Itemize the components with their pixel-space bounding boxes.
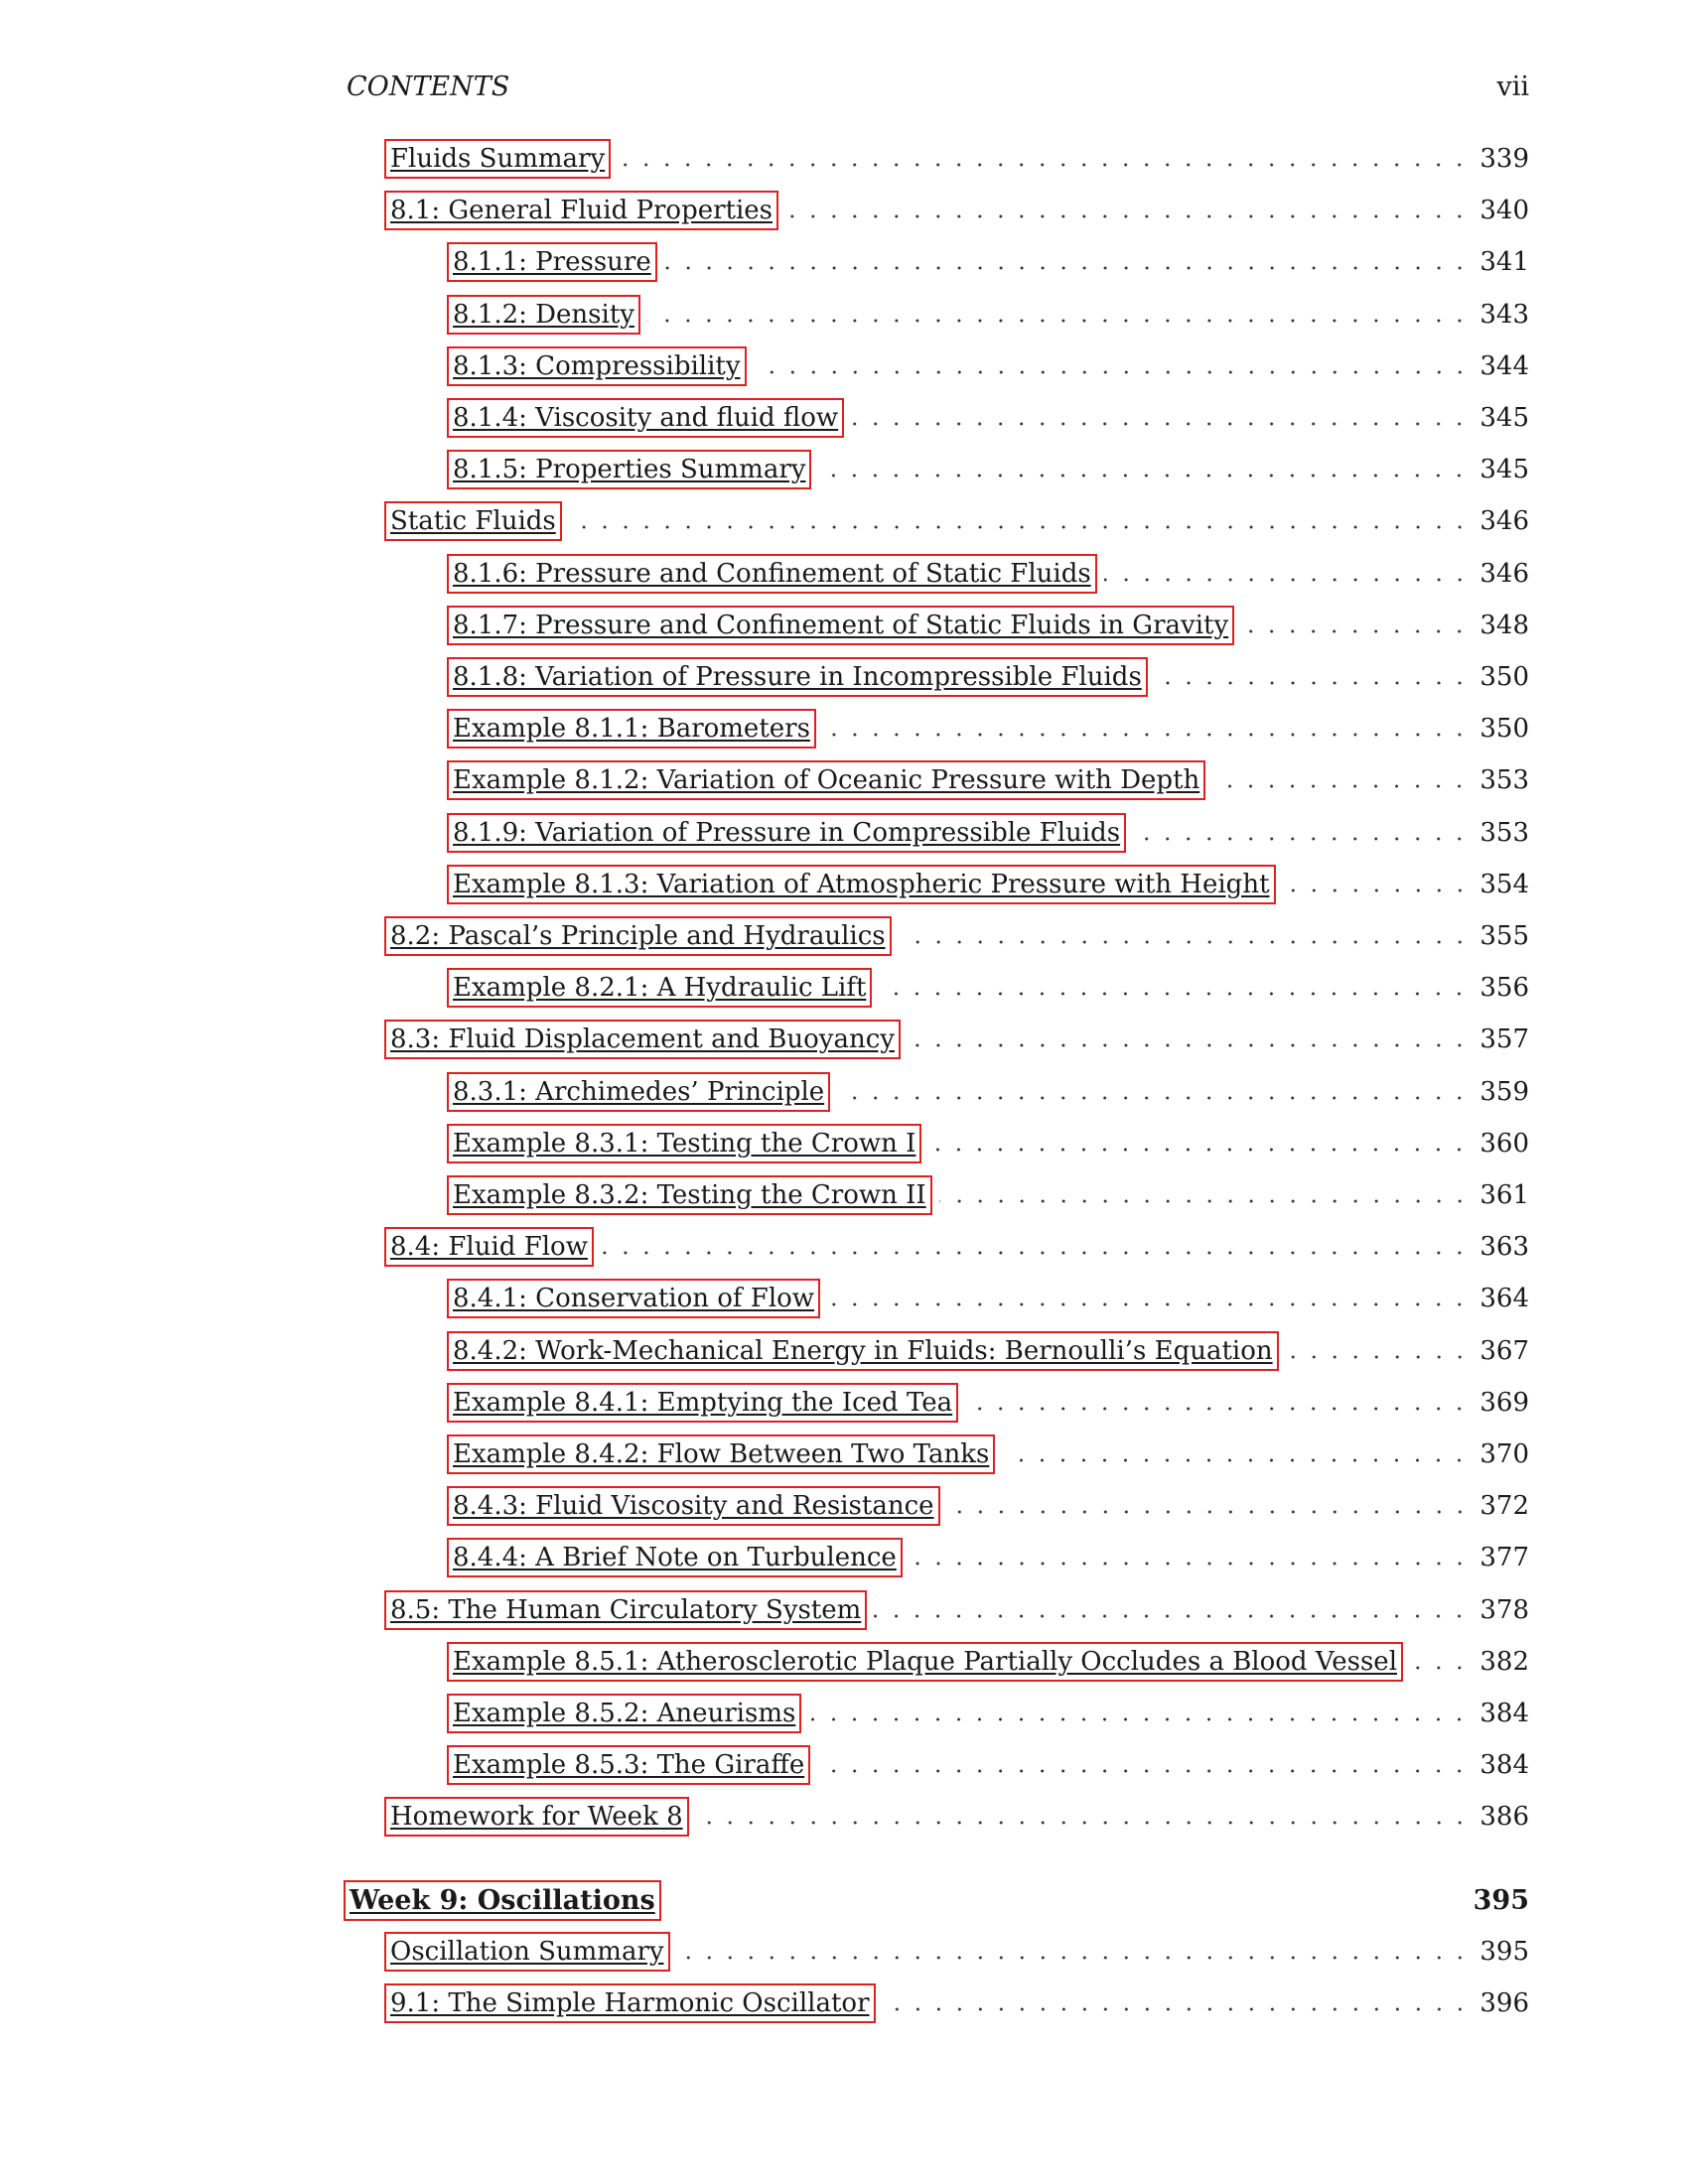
toc-entry-page-number: 359 [1479,1077,1529,1107]
toc-entry-link[interactable]: 8.1.5: Properties Summary [450,453,808,486]
dot-leader [601,1232,1470,1262]
dot-leader [1002,1439,1470,1469]
toc-entry-link[interactable]: 8.1: General Fluid Properties [387,194,775,227]
dot-leader [1241,611,1470,640]
dot-leader [1283,870,1471,899]
dot-leader [1155,662,1471,692]
dot-leader [928,1129,1470,1159]
toc-entry-page-number: 356 [1479,973,1529,1003]
toc-entry [387,1020,1529,1059]
dot-leader [947,1491,1471,1521]
toc-entry [450,1124,1529,1163]
toc-entry-link[interactable]: Example 8.5.2: Aneurisms [450,1697,798,1730]
dot-leader [1286,1336,1471,1366]
toc-entry [387,139,1529,179]
dot-leader [808,1699,1470,1728]
toc-entry-link[interactable]: Example 8.4.2: Flow Between Two Tanks [450,1437,992,1471]
toc-entry-link[interactable]: 8.1.3: Compressibility [450,349,744,383]
toc-entry-link[interactable]: Example 8.5.1: Atherosclerotic Plaque Partially Occludes a Blood Vessel [450,1645,1400,1679]
toc-entry [450,1331,1529,1371]
dot-leader [837,1077,1470,1107]
toc-entry [450,554,1529,594]
toc-entry-link[interactable]: 8.1.4: Viscosity and fluid flow [450,401,841,435]
dot-leader [1104,559,1471,589]
toc-entry-link[interactable]: 8.1.7: Pressure and Confinement of Static Fluids in Gravity [450,609,1231,642]
dot-leader [908,1024,1470,1054]
dot-leader [1410,1647,1470,1677]
toc-entry [387,501,1529,541]
toc-entry-link[interactable]: 8.3: Fluid Displacement and Buoyancy [387,1023,898,1056]
toc-entry [450,1694,1529,1733]
dot-leader [1133,818,1470,848]
toc-entry-page-number: 357 [1479,1024,1529,1054]
dot-leader [677,1937,1471,1967]
toc-entry-page-number: 355 [1479,921,1529,951]
toc-entry-link[interactable]: 8.1.9: Variation of Pressure in Compressible Fluids [450,816,1123,850]
dot-leader [569,506,1471,536]
toc-entry-link[interactable]: 8.4.3: Fluid Viscosity and Resistance [450,1489,937,1523]
toc-entry-link[interactable]: Example 8.4.1: Emptying the Iced Tea [450,1386,955,1420]
toc-entry-link[interactable]: 9.1: The Simple Harmonic Oscillator [387,1986,873,2020]
toc-entry [450,1434,1529,1474]
toc-entry-link[interactable]: Oscillation Summary [387,1935,667,1969]
toc-entry-page-number: 378 [1479,1595,1529,1625]
toc-entry-page-number: 344 [1479,351,1529,381]
toc-chapter-entry [347,1880,1529,1920]
running-header [347,71,1529,111]
toc-entry [450,606,1529,645]
toc-entry-page-number: 369 [1479,1388,1529,1418]
toc-entry [387,1797,1529,1837]
toc-entry-link[interactable]: 8.4.4: A Brief Note on Turbulence [450,1541,900,1574]
toc-entry-link[interactable]: Week 9: Oscillations [347,1883,658,1918]
toc-entry-link[interactable]: 8.5: The Human Circulatory System [387,1593,864,1627]
toc-entry-link[interactable]: Fluids Summary [387,142,608,176]
dot-leader [910,1543,1471,1572]
dot-leader [647,300,1470,330]
dot-leader [817,1750,1470,1780]
dot-leader [754,351,1471,381]
toc-entry-page-number: 346 [1479,559,1529,589]
toc-entry-page-number: 386 [1479,1802,1529,1832]
dot-leader [668,1885,1464,1915]
toc-entry-page-number: 396 [1479,1988,1529,2018]
toc-entry [387,1932,1529,1972]
dot-leader [883,1988,1471,2018]
toc-entry [450,295,1529,335]
toc-entry-link[interactable]: 8.4: Fluid Flow [387,1230,591,1264]
toc-entry [450,865,1529,904]
toc-entry-page-number: 384 [1479,1699,1529,1728]
toc-entry-link[interactable]: Example 8.1.3: Variation of Atmospheric Pressure with Height [450,868,1273,901]
toc-entry-page-number: 348 [1479,611,1529,640]
toc-entry-link[interactable]: Example 8.2.1: A Hydraulic Lift [450,971,869,1005]
toc-entry-page-number: 395 [1479,1937,1529,1967]
dot-leader [696,1802,1471,1832]
dot-leader [618,144,1470,174]
dot-leader [965,1388,1470,1418]
dot-leader [879,973,1470,1003]
toc-entry-link[interactable]: Example 8.3.1: Testing the Crown I [450,1127,918,1160]
dot-leader [785,196,1470,225]
toc-entry-link[interactable]: Example 8.1.1: Barometers [450,712,813,746]
toc-entry [450,1486,1529,1526]
toc-entry-page-number: 343 [1479,300,1529,330]
toc-entry [450,1538,1529,1577]
dot-leader [939,1180,1471,1210]
toc-entry-page-number: 384 [1479,1750,1529,1780]
dot-leader [851,403,1470,433]
toc-entry-page-number: 346 [1479,506,1529,536]
toc-entry [450,1072,1529,1112]
dot-leader [874,1595,1470,1625]
toc-entry [450,1175,1529,1215]
toc-entry-page-number: 353 [1479,818,1529,848]
toc-entry-link[interactable]: 8.1.2: Density [450,298,637,332]
toc-entry-page-number: 372 [1479,1491,1529,1521]
toc-entry-page-number: 382 [1479,1647,1529,1677]
dot-leader [818,455,1470,484]
toc-entry-page-number: 340 [1479,196,1529,225]
toc-entry-link[interactable]: Example 8.3.2: Testing the Crown II [450,1178,929,1212]
toc-entry-page-number: 360 [1479,1129,1529,1159]
toc-entry [450,346,1529,386]
toc-entry-page-number: 395 [1473,1884,1529,1916]
toc-entry-page-number: 350 [1479,662,1529,692]
toc-entry-page-number: 367 [1479,1336,1529,1366]
toc-entry [387,916,1529,956]
dot-leader [664,247,1471,277]
toc-entry-page-number: 339 [1479,144,1529,174]
toc-entry [387,1227,1529,1267]
toc-entry-link[interactable]: Static Fluids [387,504,559,538]
toc-entry-page-number: 370 [1479,1439,1529,1469]
toc-entry [450,1279,1529,1318]
toc-entry-page-number: 350 [1479,714,1529,744]
toc-entry-link[interactable]: 8.4.1: Conservation of Flow [450,1282,817,1315]
toc-entry [450,760,1529,800]
toc-entry [450,709,1529,749]
dot-leader [823,714,1470,744]
toc-entry [450,968,1529,1008]
running-header-section: CONTENTS [347,71,510,102]
toc-entry [387,1590,1529,1630]
toc-entry-page-number: 345 [1479,403,1529,433]
toc-entry-page-number: 354 [1479,870,1529,899]
dot-leader [899,921,1471,951]
toc-entry [450,398,1529,438]
dot-leader [1212,765,1470,795]
toc-entry [450,1642,1529,1682]
running-header-page-number: vii [1496,71,1529,102]
toc-entry-page-number: 363 [1479,1232,1529,1262]
dot-leader [827,1284,1470,1313]
toc-entry-link[interactable]: 8.1.8: Variation of Pressure in Incompressible Fluids [450,660,1145,694]
toc-entry [387,1983,1529,2023]
toc-entry [450,1383,1529,1423]
toc-entry-link[interactable]: 8.2: Pascal’s Principle and Hydraulics [387,919,889,953]
toc-entry-link[interactable]: Homework for Week 8 [387,1800,686,1834]
toc-entry [450,1745,1529,1785]
toc-entry [450,657,1529,697]
toc-entry-page-number: 341 [1479,247,1529,277]
toc-entry-link[interactable]: 8.1.1: Pressure [450,245,654,279]
toc-entry [450,450,1529,489]
toc-entry-page-number: 353 [1479,765,1529,795]
toc-entry-link[interactable]: 8.3.1: Archimedes’ Principle [450,1075,827,1109]
toc-entry-link[interactable]: 8.4.2: Work-Mechanical Energy in Fluids: Bernoulli’s Equation [450,1334,1276,1368]
toc-entry-page-number: 364 [1479,1284,1529,1313]
toc-entry [450,813,1529,853]
toc-entry [387,191,1529,230]
toc-entry-link[interactable]: Example 8.5.3: The Giraffe [450,1748,807,1782]
toc-entry-page-number: 345 [1479,455,1529,484]
toc-entry-link[interactable]: Example 8.1.2: Variation of Oceanic Pressure with Depth [450,763,1202,797]
toc-entry-link[interactable]: 8.1.6: Pressure and Confinement of Static Fluids [450,557,1094,591]
toc-entry-page-number: 377 [1479,1543,1529,1572]
toc-entry [450,242,1529,282]
toc-entry-page-number: 361 [1479,1180,1529,1210]
